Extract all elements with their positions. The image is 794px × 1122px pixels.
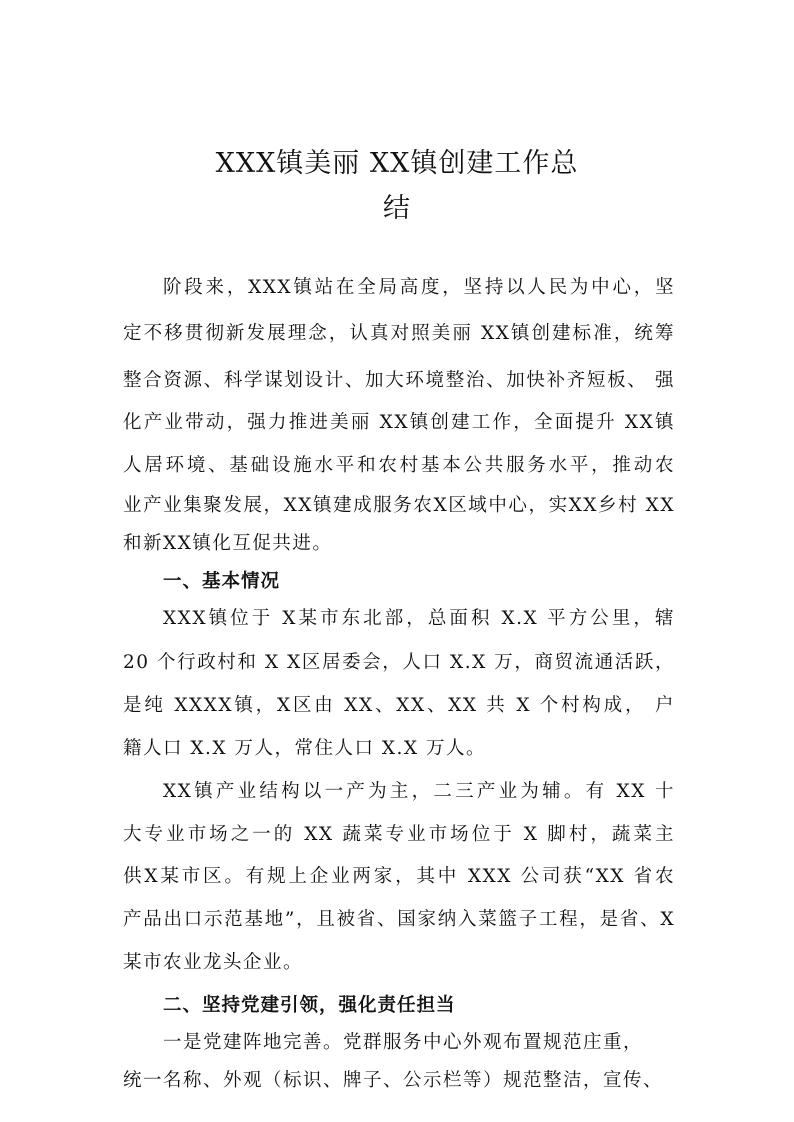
paragraph-2-line: 籍人口 X.X 万人，常住人口 X.X 万人。 <box>123 738 486 759</box>
paragraph-4-line: 统一名称、外观（标识、牌子、公示栏等）规范整洁，宣传、 <box>123 1070 664 1091</box>
paragraph-3-line: 产品出口示范基地”，且被省、国家纳入菜篮子工程，是省、X <box>123 909 675 930</box>
paragraph-1-line: 阶段来，XXX镇站在全局高度，坚持以人民为中心，坚 <box>163 277 675 298</box>
document-title-line-2: 结 <box>383 193 411 224</box>
paragraph-2-line: 是纯 XXXX镇，X区由 XX、XX、XX 共 X 个村构成， 户 <box>123 695 675 716</box>
paragraph-3-line: 大专业市场之一的 XX 蔬菜专业市场位于 X 脚村，蔬菜主 <box>123 824 675 845</box>
paragraph-1-line: 人居环境、基础设施水平和农村基本公共服务水平，推动农 <box>123 455 675 476</box>
paragraph-2-line: 20 个行政村和 X X区居委会，人口 X.X 万，商贸流通活跃， <box>123 652 675 673</box>
paragraph-3-line: 供X某市区。有规上企业两家，其中 XXX 公司获“XX 省农 <box>123 866 675 887</box>
paragraph-1-line: 化产业带动，强力推进美丽 XX镇创建工作，全面提升 XX镇 <box>123 412 675 433</box>
section-heading-basic-info: 一、基本情况 <box>163 571 281 592</box>
paragraph-1-line: 业产业集聚发展，XX镇建成服务农X区域中心，实XX乡村 XX <box>123 495 675 516</box>
paragraph-3-line: XX镇产业结构以一产为主，二三产业为辅。有 XX 十 <box>163 781 675 802</box>
section-heading-party-building: 二、坚持党建引领，强化责任担当 <box>163 995 456 1016</box>
paragraph-2-line: XXX镇位于 X某市东北部，总面积 X.X 平方公里，辖 <box>163 608 675 629</box>
paragraph-1-line: 定不移贯彻新发展理念，认真对照美丽 XX镇创建标准，统筹 <box>123 323 675 344</box>
paragraph-4-line: 一是党建阵地完善。党群服务中心外观布置规范庄重， <box>163 1032 644 1053</box>
document-title-line-1: XXX镇美丽 XX镇创建工作总 <box>215 148 579 179</box>
paragraph-3-line: 某市农业龙头企业。 <box>123 952 304 973</box>
paragraph-1-line: 和新XX镇化互促共进。 <box>123 533 333 554</box>
paragraph-1-line: 整合资源、科学谋划设计、加大环境整治、加快补齐短板、 强 <box>123 370 675 391</box>
